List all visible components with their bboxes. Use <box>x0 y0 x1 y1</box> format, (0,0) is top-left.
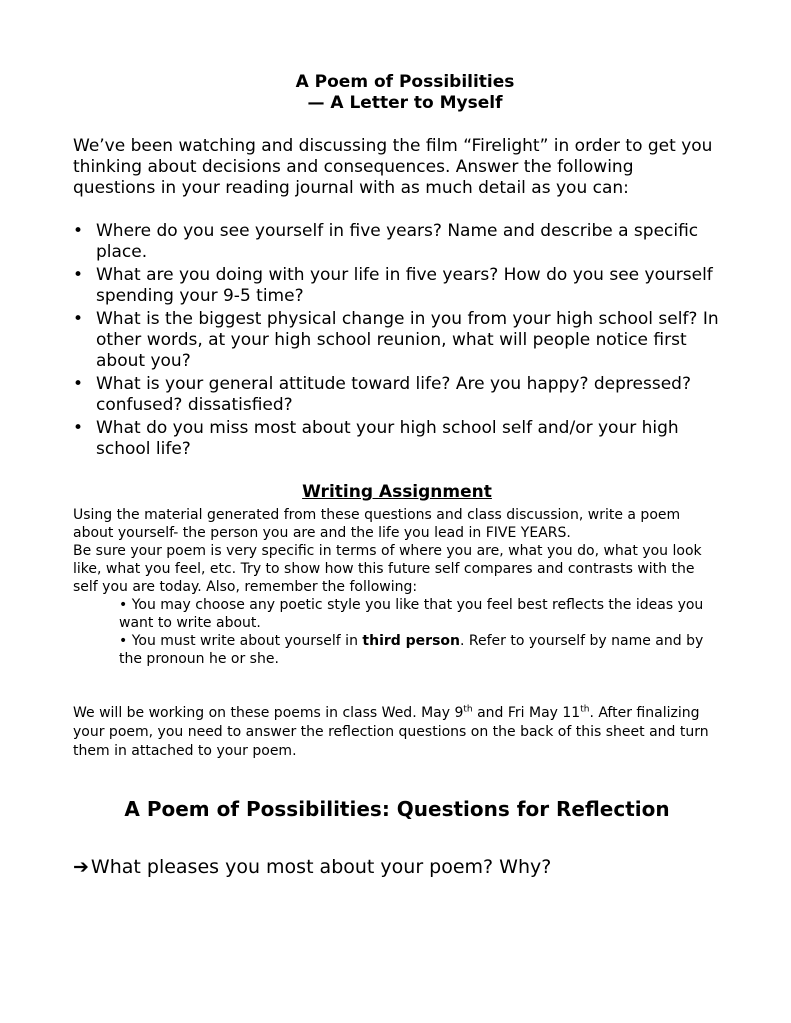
bullet-icon: • <box>73 265 84 285</box>
schedule-text-3: . After finalizing your poem, you need to answer the reflection questions on the back of this sheet and turn them in attached to your poem. <box>73 705 709 759</box>
title-line-2: — A Letter to Myself <box>307 93 503 113</box>
list-item <box>73 418 721 460</box>
ordinal-suffix: th <box>463 704 473 715</box>
list-item <box>73 309 721 372</box>
arrow-right-icon: ➔ <box>73 856 89 878</box>
title-line-1: A Poem of Possibilities <box>295 72 515 92</box>
question-text: What is your general attitude toward life? Are you happy? depressed? confused? dissatisfied? <box>96 374 691 415</box>
list-item <box>73 265 721 307</box>
assignment-reminders <box>119 596 721 668</box>
schedule-paragraph <box>73 704 721 761</box>
bullet-icon: • <box>73 221 84 241</box>
schedule-text-1: We will be working on these poems in class Wed. May 9 <box>73 705 464 721</box>
question-text: What are you doing with your life in five years? How do you see yourself spending your 9-5 time? <box>96 265 713 306</box>
list-item <box>73 374 721 416</box>
reflection-question <box>73 855 721 879</box>
intro-paragraph: We’ve been watching and discussing the film “Firelight” in order to get you thinking about decisions and consequences. Answer the following questions in your reading journal with as much detail as you can: <box>73 136 713 198</box>
reminder-third-person <box>119 632 721 668</box>
schedule-text-2: and Fri May 11 <box>472 705 581 721</box>
reflection-question-text: What pleases you most about your poem? Why? <box>90 856 552 878</box>
ordinal-suffix: th <box>580 704 590 715</box>
writing-assignment-heading: Writing Assignment <box>302 482 492 502</box>
question-text: What is the biggest physical change in you from your high school self? In other words, at your high school reunion, what will people notice first about you? <box>96 309 719 371</box>
reminder-text-suffix: . Refer to yourself by name and by the pronoun he or she. <box>119 633 704 667</box>
assignment-paragraph-1: Using the material generated from these questions and class discussion, write a poem about yourself- the person you are and the life you lead in FIVE YEARS. <box>73 507 681 541</box>
assignment-paragraph-2: Be sure your poem is very specific in terms of where you are, what you do, what you look like, what you feel, etc. Try to show how this future self compares and contrasts with the self you are today. Also, remember the following: <box>73 543 702 595</box>
bullet-icon: • <box>73 418 84 438</box>
bullet-icon: • <box>73 309 84 329</box>
question-text: Where do you see yourself in five years? Name and describe a specific place. <box>96 221 699 262</box>
journal-questions-list <box>73 221 721 460</box>
reminder-poetic-style: • You may choose any poetic style you like that you feel best reflects the ideas you want to write about. <box>119 597 704 631</box>
reflection-heading: A Poem of Possibilities: Questions for Reflection <box>124 797 670 821</box>
writing-assignment-body <box>73 506 721 668</box>
question-text: What do you miss most about your high school self and/or your high school life? <box>96 418 679 459</box>
reminder-text-prefix: • You must write about yourself in <box>119 633 363 649</box>
list-item <box>73 221 721 263</box>
page-title <box>89 72 721 114</box>
emphasis-third-person: third person <box>362 633 461 649</box>
bullet-icon: • <box>73 374 84 394</box>
